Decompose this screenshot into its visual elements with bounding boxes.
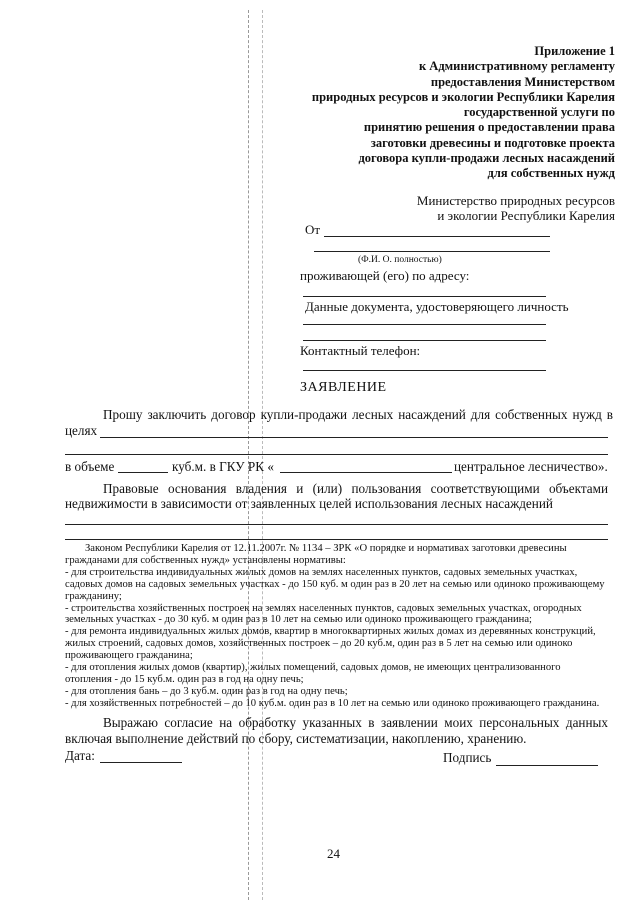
- appendix-header-line: к Административному регламенту: [418, 59, 615, 74]
- scan-fold-line: [248, 10, 249, 900]
- footnote-line: Законом Республики Карелия от 12.11.2007г. № 1134 – ЗРК «О порядке и нормативах заготовки древесины: [85, 543, 567, 554]
- fio-hint: (Ф.И. О. полностью): [358, 255, 442, 265]
- footnote-line: отопления - до 15 куб.м. один раз в год на одну печь;: [65, 673, 304, 685]
- footnote-line: - строительства хозяйственных построек на землях населенных пунктов, садовых земельных участках, огородных: [65, 602, 582, 614]
- appendix-header-line: заготовки древесины и подготовке проекта: [370, 135, 615, 150]
- footnote-line: проживающего гражданина;: [65, 650, 193, 662]
- page-number: 24: [327, 846, 340, 861]
- purpose-field-line[interactable]: [100, 437, 608, 438]
- appendix-header: [312, 44, 615, 182]
- from-field-line[interactable]: [324, 236, 550, 237]
- footnote-line: жилых строений, садовых домов, хозяйственных построек – до 20 куб.м, один раз в 5 лет на семью или одиноко: [65, 638, 573, 650]
- footnote-line: - для строительства индивидуальных жилых домов на землях населенных пунктов, садовых земельных участках,: [65, 566, 578, 578]
- footnote-line: земельных участках - до 30 куб. м один раз в 10 лет на семью или одиноко проживающего гражданина;: [65, 614, 532, 626]
- appendix-header-line: Приложение 1: [534, 44, 615, 58]
- volume-middle: куб.м. в ГКУ РК «: [172, 459, 274, 474]
- footnote-line: - для хозяйственных потребностей – до 10 куб.м. один раз в 10 лет на семью или одиноко проживающего гражданина.: [65, 697, 600, 709]
- phone-field-line[interactable]: [303, 370, 546, 371]
- volume-suffix: центральное лесничество».: [454, 459, 608, 474]
- from-field-line-2[interactable]: [314, 251, 550, 252]
- signature-label: Подпись: [443, 750, 492, 765]
- id-document-field-line[interactable]: [303, 324, 546, 325]
- footnote-line: - для отопления бань – до 3 куб.м. один раз в год на одну печь;: [65, 685, 348, 697]
- consent-text: Выражаю согласие на обработку указанных в заявлении моих персональных данных включая выполнение действий по сбору, систематизации, накоплению, хранению.: [65, 715, 608, 746]
- forestry-field-line[interactable]: [280, 472, 452, 473]
- addressee-block: [417, 193, 615, 223]
- date-field-line[interactable]: [100, 762, 182, 763]
- ministry-line-2: и экологии Республики Карелия: [437, 208, 615, 223]
- ministry-line-1: Министерство природных ресурсов: [416, 193, 615, 208]
- footnote-line: гражданину;: [65, 590, 122, 602]
- footnote-line: - для отопления жилых домов (квартир), жилых помещений, садовых домов, не имеющих централизованного: [65, 662, 561, 674]
- request-text: Прошу заключить договор купли-продажи лесных насаждений для собственных нужд в: [103, 407, 613, 422]
- appendix-header-line: для собственных нужд: [487, 166, 615, 181]
- document-title: ЗАЯВЛЕНИЕ: [300, 380, 387, 395]
- residence-label: проживающей (его) по адресу:: [300, 268, 470, 283]
- footnote-separator: [65, 539, 608, 540]
- footnote-line: гражданами для собственных нужд» установлены нормативы:: [65, 554, 346, 566]
- id-document-label: Данные документа, удостоверяющего личность: [305, 299, 569, 314]
- footnote-line: садовых домов на садовых земельных участках - до 150 куб. м один раз в 20 лет на семью или одиноко проживающему: [65, 578, 605, 590]
- appendix-header-line: договора купли-продажи лесных насаждений: [358, 151, 615, 166]
- date-label: Дата:: [65, 748, 95, 763]
- purpose-field-line-2[interactable]: [65, 454, 608, 455]
- appendix-header-line: природных ресурсов и экологии Республики Карелия: [311, 89, 615, 104]
- legal-grounds-field-line[interactable]: [65, 524, 608, 525]
- signature-field-line[interactable]: [496, 765, 598, 766]
- footnote-block: [65, 543, 613, 710]
- id-document-field-line-2[interactable]: [303, 340, 546, 341]
- appendix-header-line: предоставления Министерством: [430, 74, 615, 89]
- appendix-header-line: принятию решения о предоставлении права: [363, 120, 615, 135]
- volume-prefix: в объеме: [65, 459, 115, 474]
- volume-field-line[interactable]: [118, 472, 168, 473]
- residence-field-line[interactable]: [303, 296, 546, 297]
- footnote-line: - для ремонта индивидуальных жилых домов, квартир в многоквартирных жилых домах из деревянных конструкций,: [65, 626, 596, 638]
- purpose-label: целях: [65, 423, 98, 438]
- appendix-header-line: государственной услуги по: [463, 105, 615, 120]
- legal-grounds-text: Правовые основания владения и (или) пользования соответствующими объектами недвижимости в зависимости от заявленных целей использования лесных насаждений: [65, 481, 608, 511]
- phone-label: Контактный телефон:: [300, 343, 421, 358]
- from-label: От: [305, 222, 321, 237]
- scan-fold-line: [262, 10, 263, 900]
